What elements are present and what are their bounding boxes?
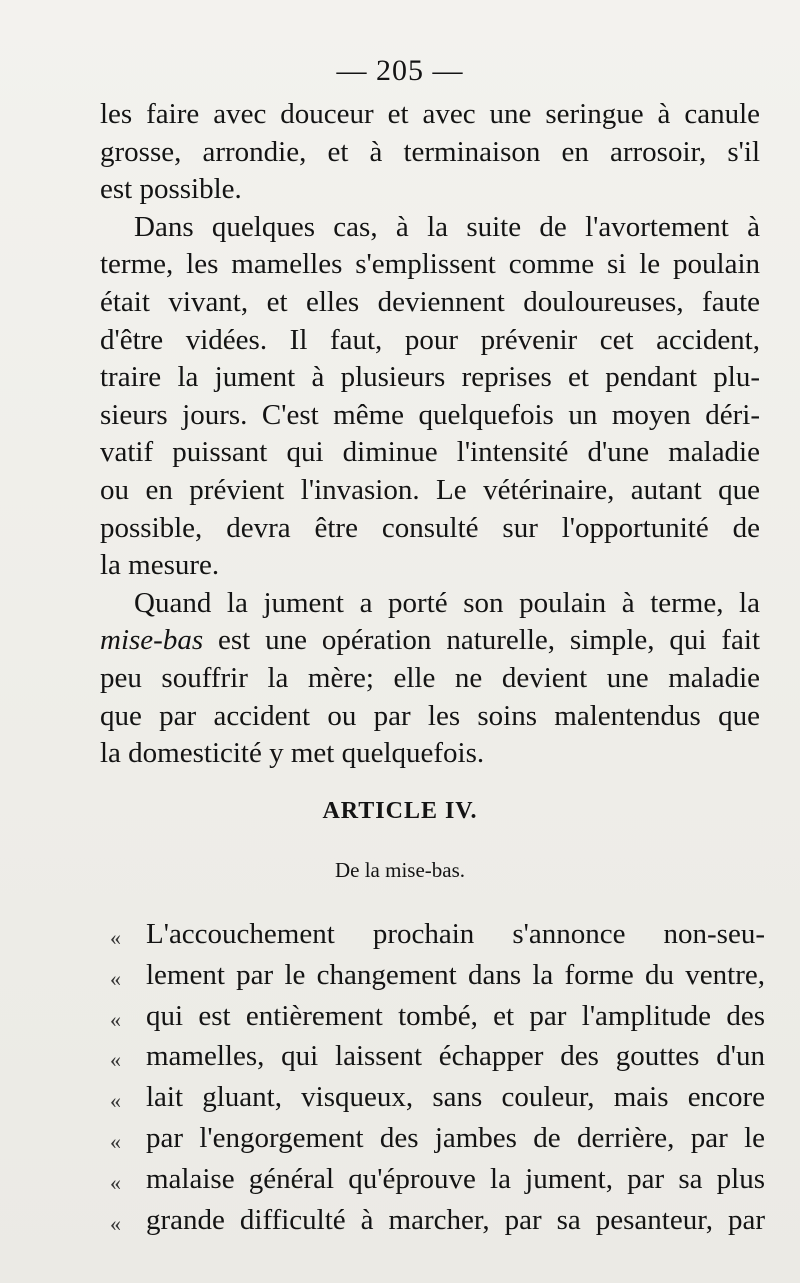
quote-line [110, 1120, 765, 1161]
p3-line-3: peu souffrir la mère; elle ne devient une maladie [100, 661, 760, 694]
p3-line-2 [100, 622, 760, 660]
p3-line-2-rest: est une opération naturelle, simple, qui fait [203, 624, 760, 657]
quote-mark: « [110, 1128, 121, 1154]
italic-term: mise-bas [100, 624, 204, 657]
quote-mark: « [110, 1088, 121, 1114]
p1-line-3: est possible. [100, 173, 242, 206]
p2-line-5: traire la jument à plusieurs reprises et pendant plu- [100, 361, 760, 394]
body-text [100, 96, 760, 773]
quote-line [110, 957, 765, 998]
p2-line-1: Dans quelques cas, à la suite de l'avortement à [134, 210, 760, 243]
quote-text: lement par le changement dans la forme du ventre, [146, 958, 765, 991]
p3-line-1: Quand la jument a porté son poulain à terme, la [134, 586, 760, 619]
quote-text: lait gluant, visqueux, sans couleur, mais encore [146, 1081, 765, 1114]
quote-text: malaise général qu'éprouve la jument, par sa plus [146, 1162, 765, 1195]
p1-line-1: les faire avec douceur et avec une seringue à canule [100, 98, 760, 130]
article-subtitle: De la mise-bas. [334, 858, 466, 882]
p2-line-4: d'être vidées. Il faut, pour prévenir cet accident, [100, 323, 760, 356]
quote-mark: « [110, 1047, 121, 1073]
quote-line [110, 1161, 765, 1202]
p2-line-9: possible, devra être consulté sur l'opportunité de [100, 511, 760, 544]
page-number: — 205 — [336, 54, 464, 87]
quote-text: mamelles, qui laissent échapper des gouttes d'un [146, 1040, 765, 1073]
quote-mark: « [110, 925, 121, 950]
p2-line-10: la mesure. [100, 549, 220, 582]
quote-line [110, 1202, 765, 1243]
quote-mark: « [110, 1006, 121, 1032]
article-heading: ARTICLE IV. [322, 798, 478, 824]
quote-mark: « [110, 1169, 121, 1195]
p3-line-5: la domesticité y met quelquefois. [100, 737, 485, 770]
p2-line-3: était vivant, et elles deviennent douloureuses, faute [100, 285, 760, 318]
p3-line-4: que par accident ou par les soins malentendus que [100, 699, 760, 732]
p2-line-8: ou en prévient l'invasion. Le vétérinaire, autant que [100, 473, 760, 506]
p1-line-2: grosse, arrondie, et à terminaison en arrosoir, s'il [100, 135, 760, 168]
p2-line-6: sieurs jours. C'est même quelquefois un moyen déri- [100, 398, 760, 431]
quoted-passage [110, 916, 765, 1242]
quote-text: qui est entièrement tombé, et par l'amplitude des [146, 999, 765, 1032]
quote-text: L'accouchement prochain s'annonce non-seu- [146, 918, 765, 950]
quote-text: grande difficulté à marcher, par sa pesanteur, par [146, 1203, 765, 1236]
quote-line [110, 1038, 765, 1079]
quote-line [110, 916, 765, 957]
quote-mark: « [110, 1210, 121, 1236]
quote-line [110, 998, 765, 1039]
p2-line-7: vatif puissant qui diminue l'intensité d'une maladie [100, 436, 760, 469]
quote-text: par l'engorgement des jambes de derrière, par le [146, 1121, 765, 1154]
quote-line [110, 1079, 765, 1120]
p2-line-2: terme, les mamelles s'emplissent comme si le poulain [100, 248, 760, 281]
quote-mark: « [110, 965, 121, 991]
